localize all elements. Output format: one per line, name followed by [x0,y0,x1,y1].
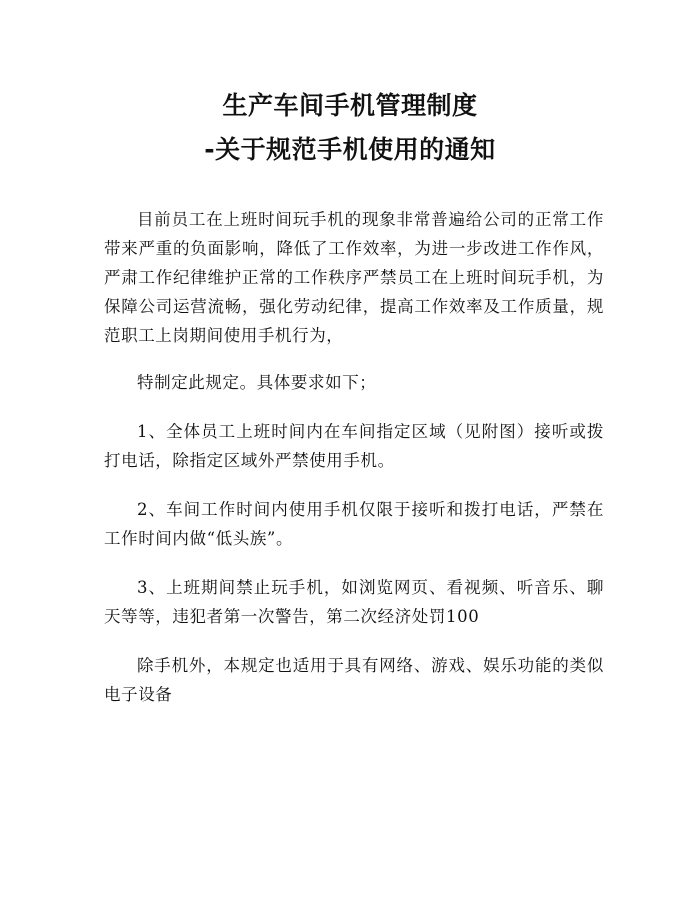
document-title [0,84,700,172]
paragraph-item-3: 3、上班期间禁止玩手机，如浏览网页、看视频、听音乐、聊天等等，违犯者第一次警告，第二次经济处罚100 [104,578,604,626]
document-body [104,205,604,729]
title-line-main: 生产车间手机管理制度 [222,91,478,120]
paragraph-item-2: 2、车间工作时间内使用手机仅限于接听和拨打电话，严禁在工作时间内做“低头族”。 [104,500,604,548]
paragraph-item-1: 1、全体员工上班时间内在车间指定区域（见附图）接听或拨打电话，除指定区域外严禁使用手机。 [104,422,604,470]
title-line-subtitle: -关于规范手机使用的通知 [204,135,496,164]
paragraph-closing: 除手机外，本规定也适用于具有网络、游戏、娱乐功能的类似电子设备 [104,656,604,704]
paragraph-lead: 特制定此规定。具体要求如下； [137,373,377,392]
paragraph-intro: 目前员工在上班时间玩手机的现象非常普遍给公司的正常工作带来严重的负面影响，降低了工作效率，为进一步改进工作作风，严肃工作纪律维护正常的工作秩序严禁员工在上班时间玩手机，为保障公司运营流畅，强化劳动纪律，提高工作效率及工作质量，规范职工上岗期间使用手机行为， [104,210,604,345]
